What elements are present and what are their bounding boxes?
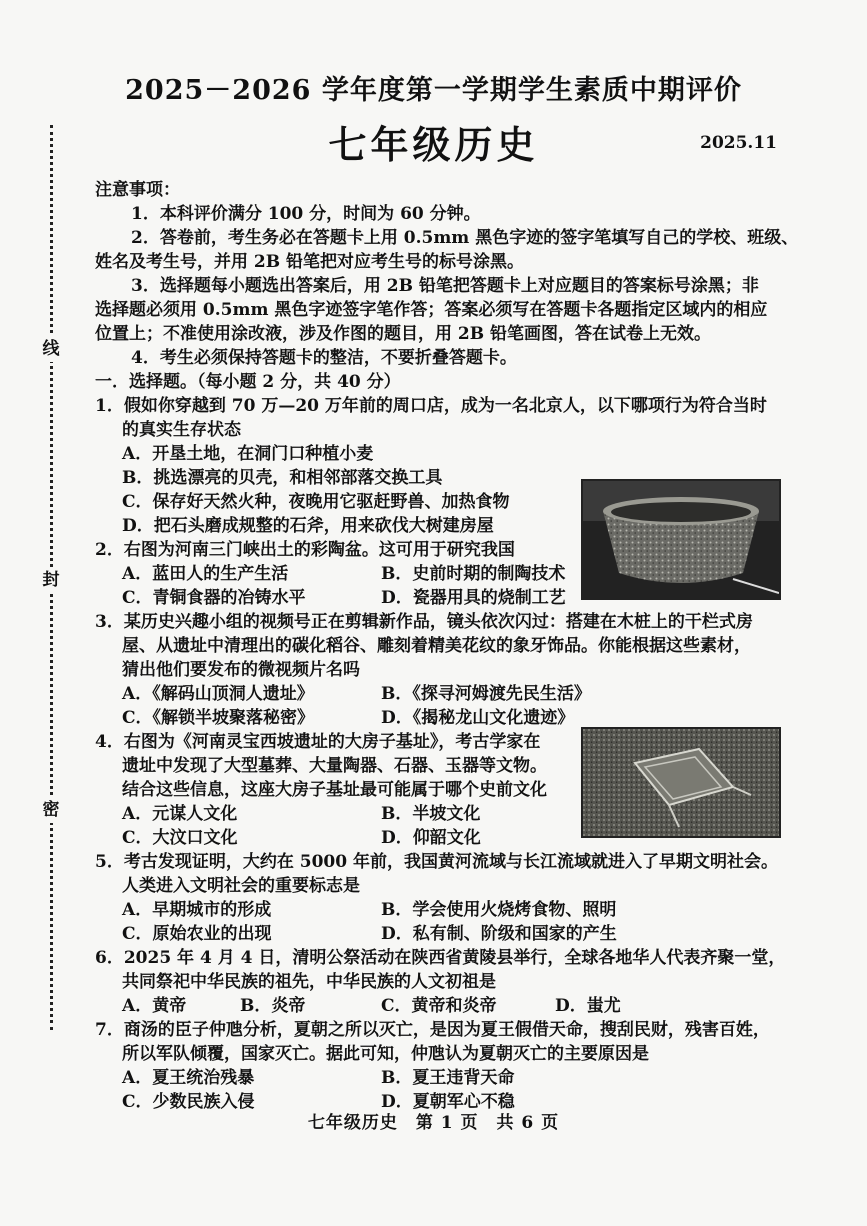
question-stem: 人类进入文明社会的重要标志是 [122,876,360,896]
option-d: D．瓷器用具的烧制工艺 [381,588,566,608]
notice-line: 1．本科评价满分 100 分，时间为 60 分钟。 [131,204,481,224]
option-b: B．半坡文化 [381,804,481,824]
option-c: C．黄帝和炎帝 [381,996,497,1016]
question-stem: 2．右图为河南三门峡出土的彩陶盆。这可用于研究我国 [95,540,515,560]
option-a: A．夏王统治残暴 [122,1068,255,1088]
question-stem: 的真实生存状态 [122,420,241,440]
question-stem: 猜出他们要发布的微视频片名吗 [122,660,360,680]
option-b: B．炎帝 [240,996,306,1016]
notice-line: 3．选择题每小题选出答案后，用 2B 铅笔把答题卡上对应题目的答案标号涂黑；非 [131,276,759,296]
question-stem: 4．右图为《河南灵宝西坡遗址的大房子基址》，考古学家在 [95,732,541,752]
notice-line: 位置上；不准使用涂改液，涉及作图的题目，用 2B 铅笔画图，答在试卷上无效。 [95,324,712,344]
option-c: C．少数民族入侵 [122,1092,255,1112]
option-d: D．私有制、阶级和国家的产生 [381,924,617,944]
option-a: A．蓝田人的生产生活 [122,564,289,584]
option-b: B．学会使用火烧烤食物、照明 [381,900,617,920]
question-stem: 结合这些信息，这座大房子基址最可能属于哪个史前文化 [122,780,547,800]
house-foundation-icon [583,729,779,836]
pottery-basin-icon [583,481,779,598]
painted-pottery-basin-image [581,479,781,600]
option-d: D．仰韶文化 [381,828,481,848]
option-b: B．夏王违背天命 [381,1068,515,1088]
option-a: A．元谋人文化 [122,804,238,824]
notice-heading: 注意事项： [95,180,180,200]
option-b: B．《探寻河姆渡先民生活》 [381,684,591,704]
option-a: A．黄帝 [122,996,187,1016]
option-c: C．大汶口文化 [122,828,238,848]
option-b: B．挑选漂亮的贝壳，和相邻部落交换工具 [122,468,443,488]
question-stem: 7．商汤的臣子仲虺分析，夏朝之所以灭亡，是因为夏王假借天命，搜刮民财，残害百姓， [95,1020,770,1040]
notice-line: 2．答卷前，考生务必在答题卡上用 0.5mm 黑色字迹的签字笔填写自己的学校、班级、 [131,228,799,248]
exam-title: 2025－2026 学年度第一学期学生素质中期评价 [125,75,742,106]
question-stem: 5．考古发现证明，大约在 5000 年前，我国黄河流域与长江流域就进入了早期文明社会。 [95,852,778,872]
exam-date: 2025.11 [700,133,777,153]
option-a: A．《解码山顶洞人遗址》 [122,684,314,704]
option-d: D．蚩尤 [555,996,621,1016]
option-d: D．把石头磨成规整的石斧，用来砍伐大树建房屋 [122,516,494,536]
option-b: B．史前时期的制陶技术 [381,564,566,584]
margin-mark-mi: 密 [38,797,64,823]
question-stem: 遗址中发现了大型墓葬、大量陶器、石器、玉器等文物。 [122,756,547,776]
notice-line: 选择题必须用 0.5mm 黑色字迹签字笔作答；答案必须写在答题卡各题指定区域内的相应 [95,300,768,320]
option-a: A．早期城市的形成 [122,900,272,920]
question-stem: 共同祭祀中华民族的祖先，中华民族的人文初祖是 [122,972,496,992]
margin-mark-xian: 线 [38,336,64,362]
notice-line: 姓名及考生号，并用 2B 铅笔把对应考生号的标号涂黑。 [95,252,525,272]
option-d: D．夏朝军心不稳 [381,1092,515,1112]
page-footer: 七年级历史 第 1 页 共 6 页 [307,1113,560,1133]
question-stem: 屋、从遗址中清理出的碳化稻谷、雕刻着精美花纹的象牙饰品。你能根据这些素材， [122,636,751,656]
question-stem: 6．2025 年 4 月 4 日，清明公祭活动在陕西省黄陵县举行，全球各地华人代表齐聚一堂， [95,948,786,968]
question-stem: 1．假如你穿越到 70 万—20 万年前的周口店，成为一名北京人，以下哪项行为符合当时 [95,396,767,416]
option-c: C．保存好天然火种，夜晚用它驱赶野兽、加热食物 [122,492,510,512]
subject-title: 七年级历史 [328,122,539,167]
option-a: A．开垦土地，在洞门口种植小麦 [122,444,374,464]
notice-line: 4．考生必须保持答题卡的整洁，不要折叠答题卡。 [131,348,517,368]
option-c: C．青铜食器的冶铸水平 [122,588,306,608]
margin-mark-feng: 封 [38,567,64,593]
section-heading: 一．选择题。（每小题 2 分，共 40 分） [95,372,401,392]
option-c: C．《解锁半坡聚落秘密》 [122,708,315,728]
option-c: C．原始农业的出现 [122,924,272,944]
option-d: D．《揭秘龙山文化遗迹》 [381,708,575,728]
large-house-site-image [581,727,781,838]
question-stem: 所以军队倾覆，国家灭亡。据此可知，仲虺认为夏朝灭亡的主要原因是 [122,1044,649,1064]
question-stem: 3．某历史兴趣小组的视频号正在剪辑新作品，镜头依次闪过：搭建在木桩上的干栏式房 [95,612,753,632]
